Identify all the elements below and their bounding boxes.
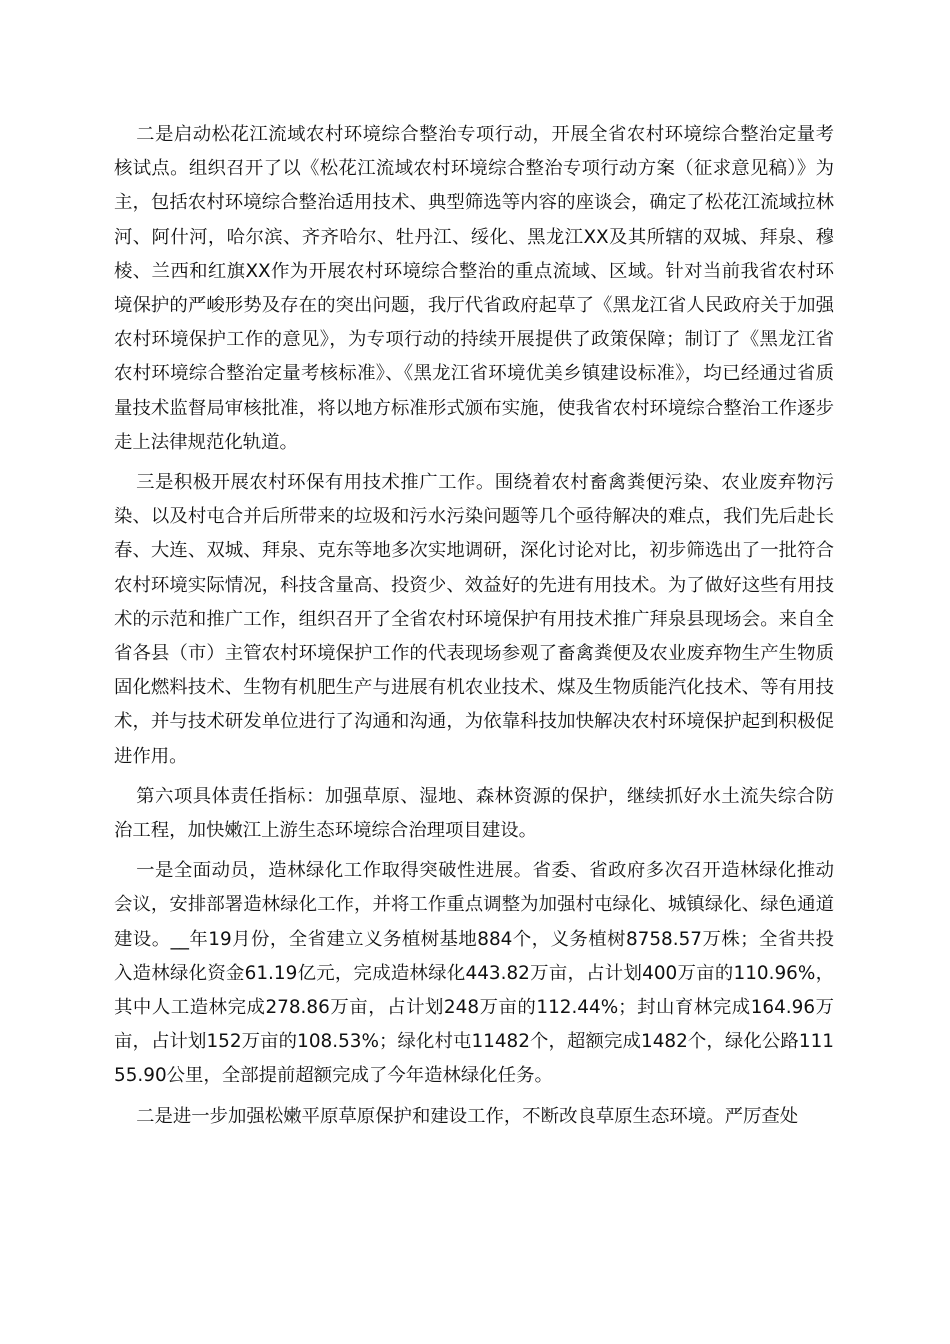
document-body (114, 118, 834, 1140)
paragraph-rural-environment-campaign: 二是启动松花江流域农村环境综合整治专项行动，开展全省农村环境综合整治定量考核试点。组织召开了以《松花江流域农村环境综合整治专项行动方案（征求意见稿）》为主，包括农村环境综合整治适用技术、典型筛选等内容的座谈会，确定了松花江流域拉林河、阿什河，哈尔滨、齐齐哈尔、牡丹江、绥化、黑龙江XX及其所辖的双城、拜泉、穆棱、兰西和红旗XX作为开展农村环境综合整治的重点流域、区域。针对当前我省农村环境保护的严峻形势及存在的突出问题，我厅代省政府起草了《黑龙江省人民政府关于加强农村环境保护工作的意见》，为专项行动的持续开展提供了政策保障；制订了《黑龙江省农村环境综合整治定量考核标准》、《黑龙江省环境优美乡镇建设标准》，均已经通过省质量技术监督局审核批准，将以地方标准形式颁布实施，使我省农村环境综合整治工作逐步走上法律规范化轨道。 (114, 124, 834, 453)
paragraph-responsibility-indicator-6: 第六项具体责任指标：加强草原、湿地、森林资源的保护，继续抓好水土流失综合防治工程，加快嫩江上游生态环境综合治理项目建设。 (114, 785, 834, 842)
paragraph-grassland-protection: 二是进一步加强松嫩平原草原保护和建设工作，不断改良草原生态环境。严厉查处 (136, 1105, 799, 1127)
paragraph-rural-technology-promotion: 三是积极开展农村环保有用技术推广工作。围绕着农村畜禽粪便污染、农业废弃物污染、以及村屯合并后所带来的垃圾和污水污染问题等几个亟待解决的难点，我们先后赴长春、大连、双城、拜泉、克东等地多次实地调研，深化讨论对比，初步筛选出了一批符合农村环境实际情况，科技含量高、投资少、效益好的先进有用技术。为了做好这些有用技术的示范和推广工作，组织召开了全省农村环境保护有用技术推广拜泉县现场会。来自全省各县（市）主管农村环境保护工作的代表现场参观了畜禽粪便及农业废弃物生产生物质固化燃料技术、生物有机肥生产与进展有机农业技术、煤及生物质能汽化技术、等有用技术，并与技术研发单位进行了沟通和沟通，为依靠科技加快解决农村环境保护起到积极促进作用。 (114, 472, 834, 767)
paragraph-afforestation-progress: 一是全面动员，造林绿化工作取得突破性进展。省委、省政府多次召开造林绿化推动会议，安排部署造林绿化工作，并将工作重点调整为加强村屯绿化、城镇绿化、绿色通道建设。__年19月份，全省建立义务植树基地884个，义务植树8758.57万株；全省共投入造林绿化资金61.19亿元，完成造林绿化443.82万亩，占计划400万亩的110.96%，其中人工造林完成278.86万亩，占计划248万亩的112.44%；封山育林完成164.96万亩，占计划152万亩的108.53%；绿化村屯11482个，超额完成1482个，绿化公路11155.90公里，全部提前超额完成了今年造林绿化任务。 (114, 860, 834, 1087)
